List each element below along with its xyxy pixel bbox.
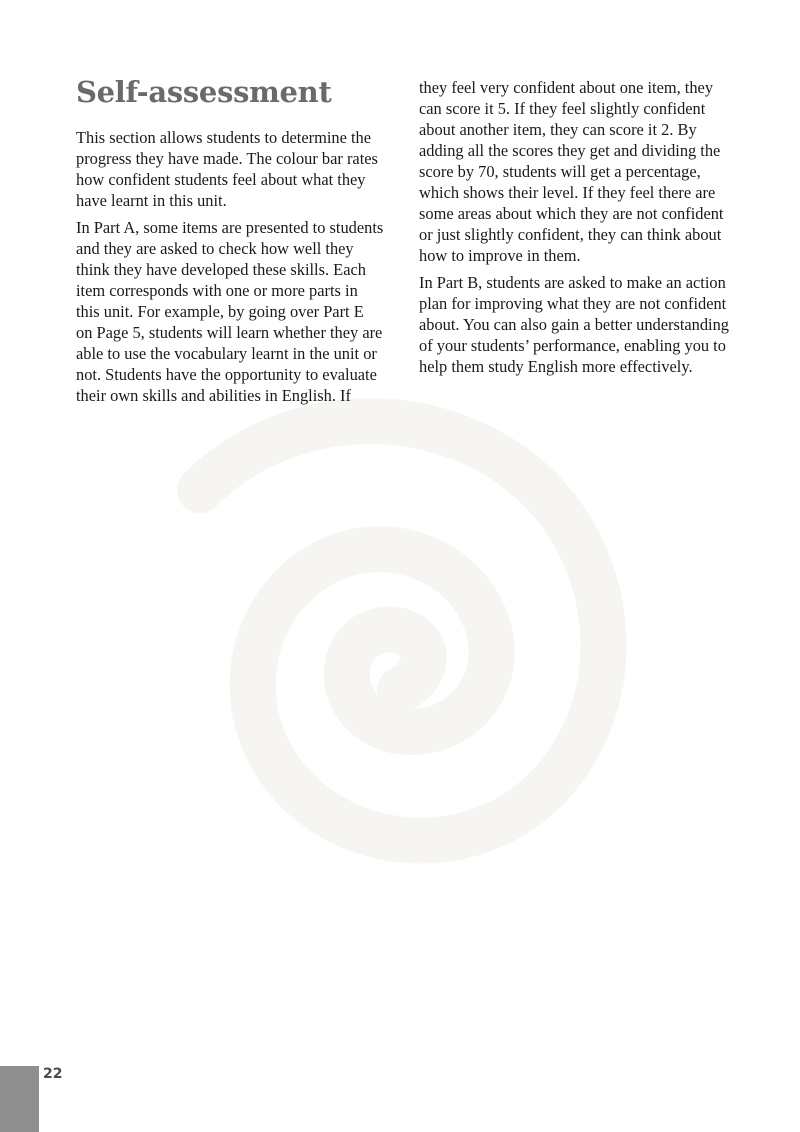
left-column [76, 127, 384, 412]
part-b-paragraph: In Part B, students are asked to make an action plan for improving what they are not confident about. You can also gain a better understanding of your students’ performance, enabling you to help them study English more effectively. [419, 273, 729, 376]
spiral-watermark-icon [120, 360, 680, 1000]
scoring-paragraph: they feel very confident about one item, they can score it 5. If they feel slightly confident about another item, they can score it 2. By adding all the scores they get and dividing the score by 70, students will get a percentage, which shows their level. If they feel there are some areas about which they are not confident or just slightly confident, they can think about how to improve in them. [419, 78, 724, 265]
right-column [419, 77, 739, 383]
page-tab [0, 1066, 39, 1132]
part-a-paragraph: In Part A, some items are presented to students and they are asked to check how well they think they have developed these skills. Each item corresponds with one or more parts in this unit. For example, by going over Part E on Page 5, students will learn whether they are able to use the vocabulary learnt in the unit or not. Students have the opportunity to evaluate their own skills and abilities in English. If [76, 218, 384, 405]
page-number: 22 [43, 1066, 63, 1082]
page-title: Self-assessment [76, 75, 332, 109]
intro-paragraph: This section allows students to determine the progress they have made. The colour bar rates how confident students feel about what they have learnt in this unit. [76, 128, 378, 210]
